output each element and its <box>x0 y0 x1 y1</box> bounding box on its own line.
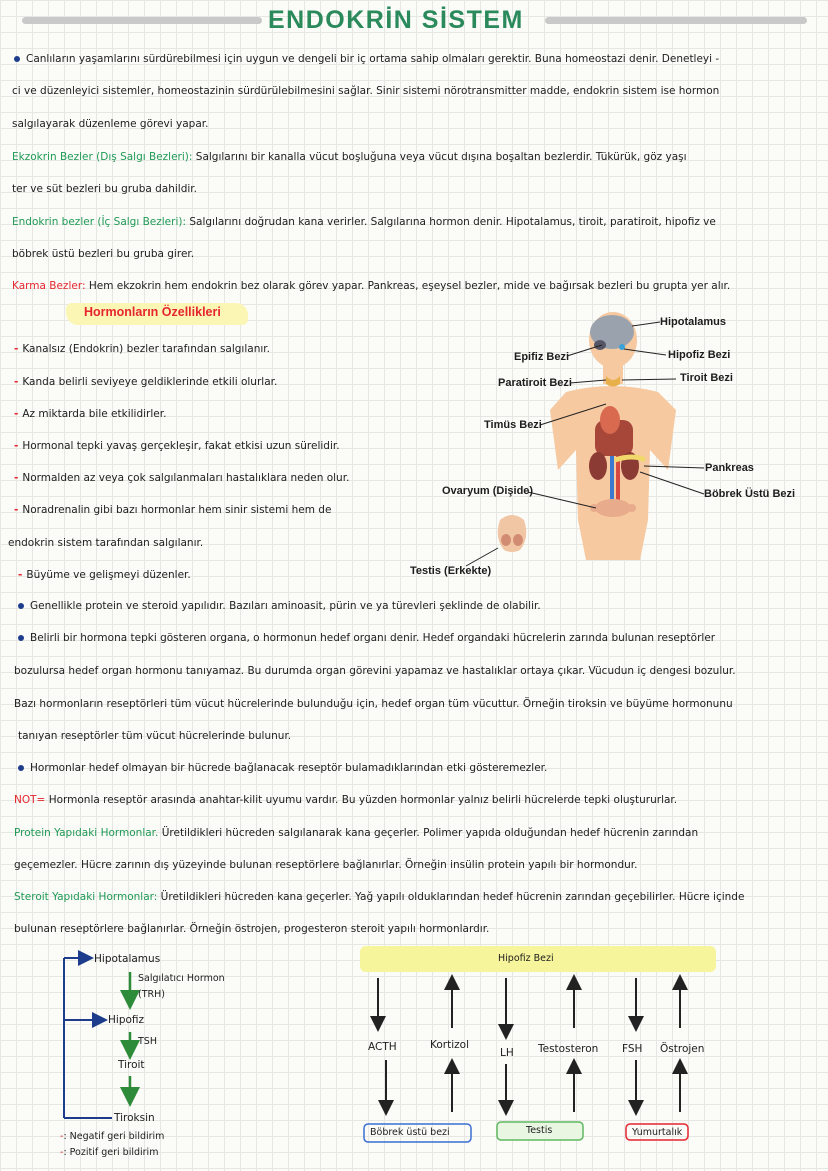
hormone-lh: LH <box>500 1047 514 1059</box>
flow-tsh: TSH <box>138 1036 157 1047</box>
prop-item: - Normalden az veya çok salgılanmaları hastalıklara neden olur. <box>14 472 350 484</box>
para-b2b: bozulursa hedef organ hormonu tanıyamaz. Bu durumda organ görevini yapamaz ve hastalıklar ortaya çıkar. Vücudun iç dengesi bozulur. <box>14 665 736 677</box>
target-testis: Testis <box>526 1125 553 1136</box>
label-tiroit: Tiroit Bezi <box>680 372 733 384</box>
props-title: Hormonların Özellikleri <box>84 305 221 319</box>
target-yumurtalik: Yumurtalık <box>632 1127 683 1138</box>
para-ster-2: bulunan reseptörlere bağlanırlar. Örneğin östrojen, progesteron steroit yapılı hormonlardır. <box>14 923 490 935</box>
flow-hipofiz: Hipofiz <box>108 1014 145 1026</box>
para-prot-1: Protein Yapıdaki Hormonlar. Üretildikleri hücreden salgılanarak kana geçerler. Polimer yapıda olduğundan hedef hücrenin zarından <box>14 827 699 839</box>
hormone-fsh: FSH <box>622 1043 643 1055</box>
flow-tiroit: Tiroit <box>118 1059 145 1071</box>
label-timus: Timüs Bezi <box>484 419 542 431</box>
mixed-line-1: Karma Bezler: Hem ekzokrin hem endokrin bez olarak görev yapar. Pankreas, eşeysel bezler, mide ve bağırsak bezleri bu grupta yer alır. <box>12 280 731 292</box>
prop-item: - Az miktarda bile etkilidirler. <box>14 408 167 420</box>
para-b2d: tanıyan reseptörler tüm vücut hücrelerinde bulunur. <box>18 730 292 742</box>
hormone-ostrojen: Östrojen <box>660 1043 705 1055</box>
para-ster-1: Steroit Yapıdaki Hormonlar: Üretildikleri hücreden kana geçerler. Yağ yapılı olduklarından hedef hücrenin zarından geçebilirler. Hücre içinde <box>14 891 745 903</box>
prop-item: - Noradrenalin gibi bazı hormonlar hem sinir sistemi hem de <box>14 504 332 516</box>
endocrine-line-1: Endokrin bezler (İç Salgı Bezleri): Salgılarını doğrudan kana verirler. Salgılarına hormon denir. Hipotalamus, tiroit, paratiroit, hipofiz ve <box>12 216 716 228</box>
flow-trh2: (TRH) <box>138 989 165 1000</box>
flow-trh: Salgılatıcı Hormon <box>138 973 225 984</box>
label-bobrek: Böbrek Üstü Bezi <box>704 488 796 500</box>
endocrine-line-2: böbrek üstü bezleri bu gruba girer. <box>12 248 195 260</box>
label-hipofiz: Hipofiz Bezi <box>668 349 731 361</box>
prop-item: - Kanalsız (Endokrin) bezler tarafından salgılanır. <box>14 343 270 355</box>
para-note: NOT= Hormonla reseptör arasında anahtar-kilit uyumu vardır. Bu yüzden hormonlar yalnız belirli hücrelerde tepki oluştururlar. <box>14 794 678 806</box>
flow-tiroksin: Tiroksin <box>114 1112 155 1124</box>
exocrine-line-2: ter ve süt bezleri bu gruba dahildir. <box>12 183 198 195</box>
label-paratiroit: Paratiroit Bezi <box>498 377 572 389</box>
label-pankreas: Pankreas <box>705 462 754 474</box>
label-testis: Testis (Erkekte) <box>410 565 492 577</box>
label-ovaryum: Ovaryum (Dişide) <box>442 485 534 497</box>
prop-item: - Büyüme ve gelişmeyi düzenler. <box>18 569 191 581</box>
hormone-acth: ACTH <box>368 1041 397 1053</box>
page-title: ENDOKRİN SİSTEM <box>268 6 524 34</box>
para-b2c: Bazı hormonların reseptörleri tüm vücut hücrelerinde bulunduğu için, hedef organ tüm vücuttur. Örneğin tiroksin ve büyüme hormonunu <box>14 698 733 710</box>
para-b3: Hormonlar hedef olmayan bir hücrede bağlanacak reseptör bulamadıklarından etki gösteremezler. <box>18 761 547 775</box>
prop-item-cont: endokrin sistem tarafından salgılanır. <box>8 537 204 549</box>
flow-pos: -: Pozitif geri bildirim <box>60 1147 159 1158</box>
target-bobrek: Böbrek üstü bezi <box>370 1127 450 1138</box>
hormone-kortizol: Kortizol <box>430 1039 469 1051</box>
label-hipotalamus: Hipotalamus <box>660 316 727 328</box>
prop-item: - Hormonal tepki yavaş gerçekleşir, fakat etkisi uzun sürelidir. <box>14 440 340 452</box>
para-b1: Genellikle protein ve steroid yapılıdır. Bazıları aminoasit, pürin ve ya türevleri şeklinde de olabilir. <box>18 599 541 613</box>
label-epifiz: Epifiz Bezi <box>514 351 570 363</box>
flow-hipotalamus: Hipotalamus <box>94 953 161 965</box>
intro-line-3: salgılayarak düzenleme görevi yapar. <box>12 118 209 130</box>
intro-line-2: ci ve düzenleyici sistemler, homeostazinin sürdürülebilmesini sağlar. Sinir sistemi nörotransmitter madde, endokrin sistem ise hormon <box>12 85 720 97</box>
hormone-testosteron: Testosteron <box>538 1043 599 1055</box>
hipofiz-label: Hipofiz Bezi <box>498 953 554 964</box>
flow-neg: -: Negatif geri bildirim <box>60 1131 165 1142</box>
prop-item: - Kanda belirli seviyeye geldiklerinde etkili olurlar. <box>14 376 278 388</box>
exocrine-line-1: Ekzokrin Bezler (Dış Salgı Bezleri): Salgılarını bir kanalla vücut boşluğuna veya vücut dışına boşaltan bezlerdir. Tükürük, göz yaşı <box>12 151 687 163</box>
intro-line-1: Canlıların yaşamlarını sürdürebilmesi için uygun ve dengeli bir iç ortama sahip olmaları gerektir. Buna homeostazi denir. Denetleyi - <box>14 52 719 66</box>
para-prot-2: geçemezler. Hücre zarının dış yüzeyinde bulunan reseptörlere bağlanırlar. Örneğin insülin protein yapılı bir hormondur. <box>14 859 638 871</box>
para-b2a: Belirli bir hormona tepki gösteren organa, o hormonun hedef organı denir. Hedef organdaki hücrelerin zarında bulunan reseptörler <box>18 631 715 645</box>
